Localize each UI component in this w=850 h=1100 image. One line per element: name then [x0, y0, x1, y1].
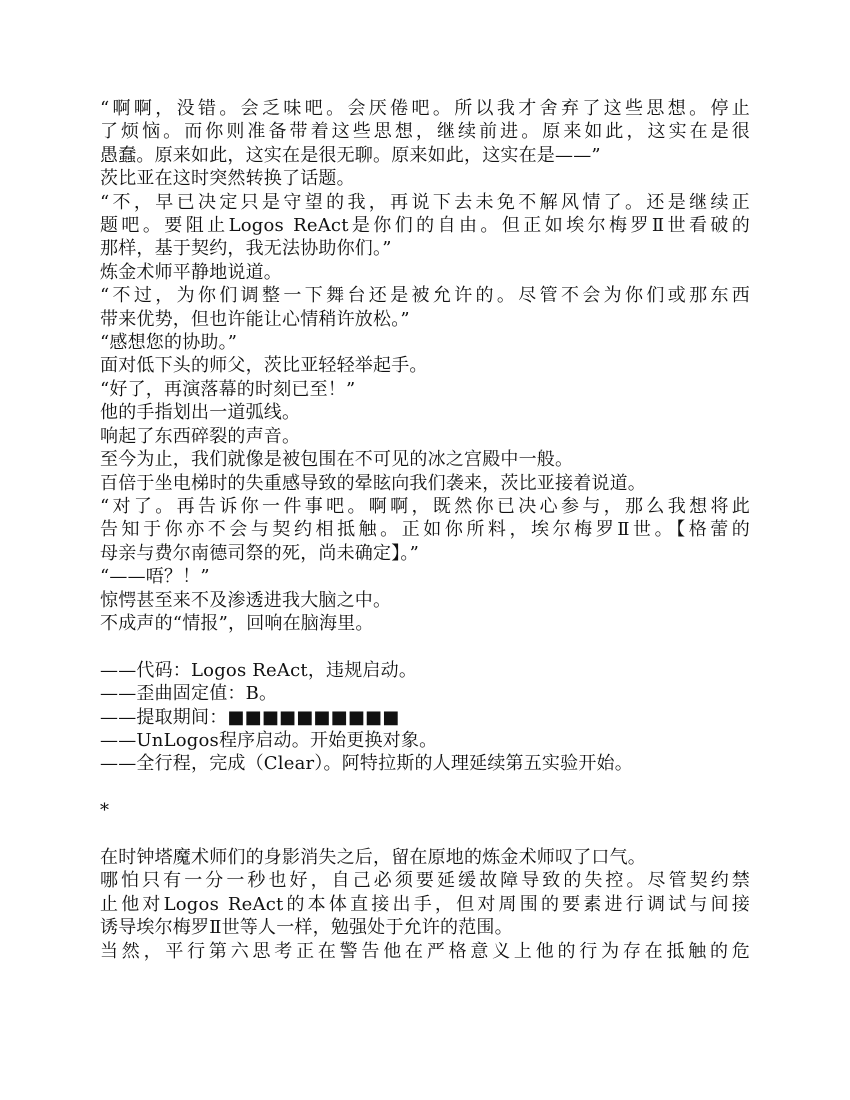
- text-line: ——UnLogos程序启动。开始更换对象。: [100, 729, 438, 751]
- text-line: 那样，基于契约，我无法协助你们。”: [100, 238, 392, 260]
- blank-line: [100, 635, 750, 658]
- text-line: 他的手指划出一道弧线。: [100, 402, 301, 424]
- text-line: 茨比亚在这时突然转换了话题。: [100, 168, 355, 190]
- document-page: [100, 97, 750, 963]
- text-line: “不过，为你们调整一下舞台还是被允许的。尽管不会为你们或那东西: [100, 285, 750, 307]
- text-line: ——歪曲固定值：B。: [100, 683, 278, 705]
- text-line: 母亲与费尔南德司祭的死，尚未确定】。”: [100, 542, 420, 564]
- text-line: 愚蠢。原来如此，这实在是很无聊。原来如此，这实在是——”: [100, 144, 601, 166]
- blank-line: [100, 823, 750, 846]
- text-line: *: [100, 800, 110, 822]
- text-line: 告知于你亦不会与契约相抵触。正如你所料，埃尔梅罗Ⅱ世。【格蕾的: [100, 519, 750, 541]
- blank-line: [100, 776, 750, 799]
- text-line: 不成声的“情报”，回响在脑海里。: [100, 612, 374, 634]
- text-line: 面对低下头的师父，茨比亚轻轻举起手。: [100, 355, 428, 377]
- text-line: 炼金术师平静地说道。: [100, 261, 282, 283]
- text-line: 题吧。要阻止Logos ReAct是你们的自由。但正如埃尔梅罗Ⅱ世看破的: [100, 215, 750, 237]
- text-line: ——全行程，完成（Clear）。阿特拉斯的人理延续第五实验开始。: [100, 753, 633, 775]
- text-line: 响起了东西碎裂的声音。: [100, 425, 301, 447]
- text-line: ——提取期间：■■■■■■■■■■: [100, 706, 400, 728]
- text-line: “感想您的协助。”: [100, 332, 238, 354]
- text-line: 至今为止，我们就像是被包围在不可见的冰之宫殿中一般。: [100, 449, 574, 471]
- text-line: 百倍于坐电梯时的失重感导致的晕眩向我们袭来，茨比亚接着说道。: [100, 472, 646, 494]
- text-line: “好了，再演落幕的时刻已至！”: [100, 378, 356, 400]
- text-line: 了烦恼。而你则准备带着这些思想，继续前进。原来如此，这实在是很: [100, 121, 750, 143]
- text-line: 当然，平行第六思考正在警告他在严格意义上他的行为存在抵触的危: [100, 940, 750, 962]
- text-line: 惊愕甚至来不及渗透进我大脑之中。: [100, 589, 392, 611]
- text-line: 在时钟塔魔术师们的身影消失之后，留在原地的炼金术师叹了口气。: [100, 846, 646, 868]
- text-line: “——唔？！”: [100, 566, 210, 588]
- text-line: 带来优势，但也许能让心情稍许放松。”: [100, 308, 410, 330]
- text-line: 哪怕只有一分一秒也好，自己必须要延缓故障导致的失控。尽管契约禁: [100, 870, 750, 892]
- text-line: 止他对Logos ReAct的本体直接出手，但对周围的要素进行调试与间接: [100, 893, 750, 915]
- text-line: ——代码：Logos ReAct，违规启动。: [100, 659, 418, 681]
- text-line: 诱导埃尔梅罗Ⅱ世等人一样，勉强处于允许的范围。: [100, 917, 513, 939]
- text-line: “不，早已决定只是守望的我，再说下去未免不解风情了。还是继续正: [100, 191, 750, 213]
- text-line: “啊啊，没错。会乏味吧。会厌倦吧。所以我才舍弃了这些思想。停止: [100, 98, 750, 119]
- text-line: “对了。再告诉你一件事吧。啊啊，既然你已决心参与，那么我想将此: [100, 495, 750, 517]
